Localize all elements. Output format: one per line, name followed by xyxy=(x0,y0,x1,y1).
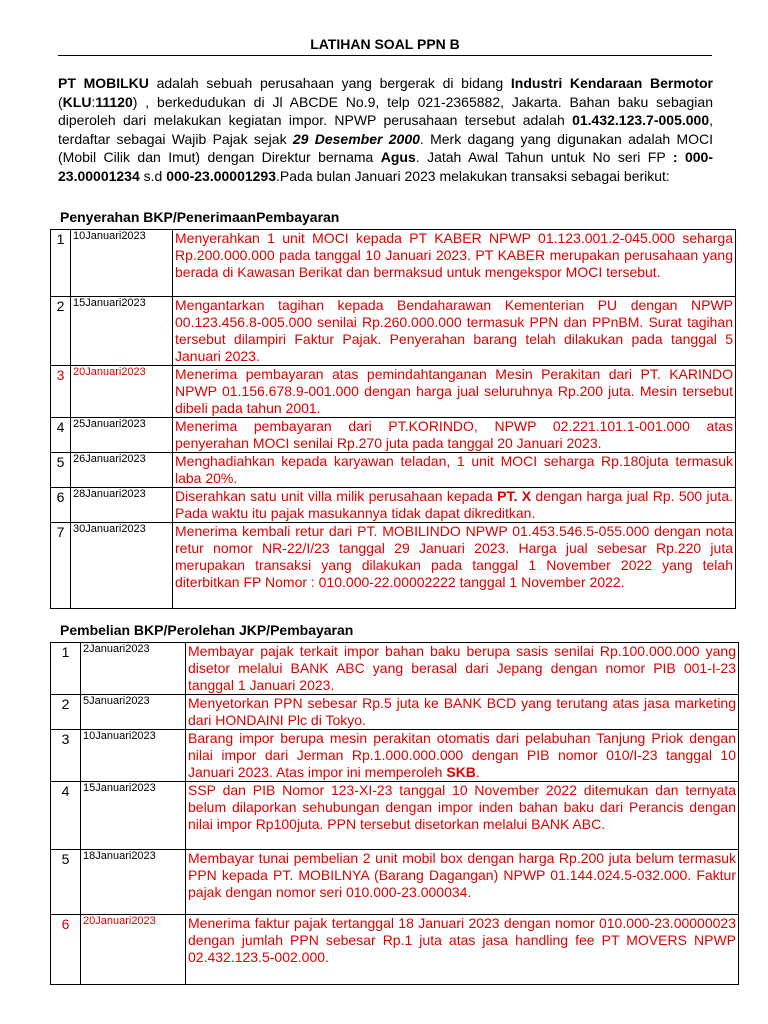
fp-end: 000-23.00001293 xyxy=(166,167,277,184)
intro-paragraph: PT MOBILKU adalah sebuah perusahaan yang bergerak di bidang Industri Kendaraan Bermotor (KLU:11120) , berkedudukan di Jl ABCDE No.9, telp 021-2365882, Jakarta. Bahan baku sebagian diperoleh dari melakukan kegiatan impor. NPWP perusahaan tersebut adalah 01.432.123.7-005.000, terdaftar sebagai Wajib Pajak sejak 29 Desember 2000. Merk dagang yang digunakan adalah MOCI (Mobil Cilik dan Imut) dengan Direktur bernama Agus. Jatah Awal Tahun untuk No seri FP : 000-23.00001234 s.d 000-23.00001293.Pada bulan Januari 2023 melakukan transaksi sebagai berikut: xyxy=(58,75,713,184)
buyer-name: PT. X xyxy=(497,488,532,504)
industry: Industri Kendaraan Bermotor xyxy=(510,75,713,91)
npwp: 01.432.123.7-005.000 xyxy=(572,112,710,128)
table-row: 1 2Januari2023 Membayar pajak terkait impor bahan baku berupa sasis senilai Rp.100.000.000 yang disetor melalui BANK ABC yang berasal dari Jepang dengan nomor PIB 001-I-23 tanggal 1 Januari 2023. xyxy=(51,643,739,695)
table-row: 6 20Januari2023 Menerima faktur pajak tertanggal 18 Januari 2023 dengan nomor 010.000-23.00000023 dengan jumlah PPN sebesar Rp.1 juta atas jasa handling fee PT MOVERS NPWP 02.432.123.5-002.000. xyxy=(51,915,739,985)
sales-table xyxy=(50,229,736,609)
document-title: LATIHAN SOAL PPN B xyxy=(58,36,712,56)
section2-heading: Pembelian BKP/Perolehan JKP/Pembayaran xyxy=(60,622,354,638)
table-row: 5 18Januari2023 Membayar tunai pembelian 2 unit mobil box dengan harga Rp.200 juta belum termasuk PPN kepada PT. MOBILNYA (Barang Dagangan) NPWP 01.144.024.5-032.000. Faktur pajak dengan nomor seri 010.000-23.000034. xyxy=(51,850,739,915)
table-row: 2 15Januari2023 Mengantarkan tagihan kepada Bendaharawan Kementerian PU dengan NPWP 00.123.456.8-005.000 senilai Rp.260.000.000 termasuk PPN dan PPnBM. Surat tagihan tersebut dilampiri Faktur Pajak. Penyerahan barang telah dilakukan pada tanggal 5 Januari 2023. xyxy=(51,297,736,366)
table-row: 7 30Januari2023 Menerima kembali retur dari PT. MOBILINDO NPWP 01.453.546.5-055.000 dengan nota retur nomor NR-22/I/23 tanggal 29 Januari 2023. Harga jual sebesar Rp.220 juta merupakan transaksi yang dilakukan pada tanggal 1 November 2022 yang telah diterbitkan FP Nomor : 010.000-22.00002222 tanggal 1 November 2022. xyxy=(51,523,736,609)
table-row: 2 5Januari2023 Menyetorkan PPN sebesar Rp.5 juta ke BANK BCD yang terutang atas jasa marketing dari HONDAINI Plc di Tokyo. xyxy=(51,695,739,730)
purchases-table xyxy=(50,642,739,985)
klu-label: KLU xyxy=(62,93,92,110)
pkp-date: 29 Desember 2000 xyxy=(292,130,420,147)
table-row: 5 26Januari2023 Menghadiahkan kepada karyawan teladan, 1 unit MOCI seharga Rp.180juta termasuk laba 20%. xyxy=(51,453,736,488)
table-row: 6 28Januari2023 Diserahkan satu unit villa milik perusahaan kepada PT. X dengan harga jual Rp. 500 juta. Pada waktu itu pajak masukannya tidak dapat dikreditkan. xyxy=(51,488,736,523)
director-name: Agus xyxy=(380,149,416,165)
section1-heading: Penyerahan BKP/PenerimaanPembayaran xyxy=(60,209,340,225)
table-row: 3 20Januari2023 Menerima pembayaran atas pemindahtanganan Mesin Perakitan dari PT. KARINDO NPWP 01.156.678.9-001.000 dengan harga jual seluruhnya Rp.200 juta. Mesin tersebut dibeli pada tahun 2001. xyxy=(51,366,736,418)
fp-start: 000-23.00001234 xyxy=(58,149,713,184)
table-row: 4 15Januari2023 SSP dan PIB Nomor 123-XI-23 tanggal 10 November 2022 ditemukan dan ternyata belum dilaporkan sehubungan dengan impor inden bahan baku dari Perancis dengan nilai impor Rp100juta. PPN tersebut disetorkan melalui BANK ABC. xyxy=(51,782,739,850)
company-name: PT MOBILKU xyxy=(58,75,149,91)
table-row: 4 25Januari2023 Menerima pembayaran dari PT.KORINDO, NPWP 02.221.101.1-001.000 atas penyerahan MOCI senilai Rp.270 juta pada tanggal 20 Januari 2023. xyxy=(51,418,736,453)
table-row: 1 10Januari2023 Menyerahkan 1 unit MOCI kepada PT KABER NPWP 01.123.001.2-045.000 seharga Rp.200.000.000 pada tanggal 10 Januari 2023. PT KABER merupakan perusahaan yang berada di Kawasan Berikat dan bermaksud untuk mengekspor MOCI tersebut. xyxy=(51,230,736,297)
klu-value: 11120 xyxy=(95,93,133,110)
table-row: 3 10Januari2023 Barang impor berupa mesin perakitan otomatis dari pelabuhan Tanjung Priok dengan nilai impor dari Jerman Rp.1.000.000.000 dengan PIB nomor 010/I-23 tanggal 10 Januari 2023. Atas impor ini memperoleh SKB. xyxy=(51,730,739,782)
skb-label: SKB xyxy=(446,764,476,780)
